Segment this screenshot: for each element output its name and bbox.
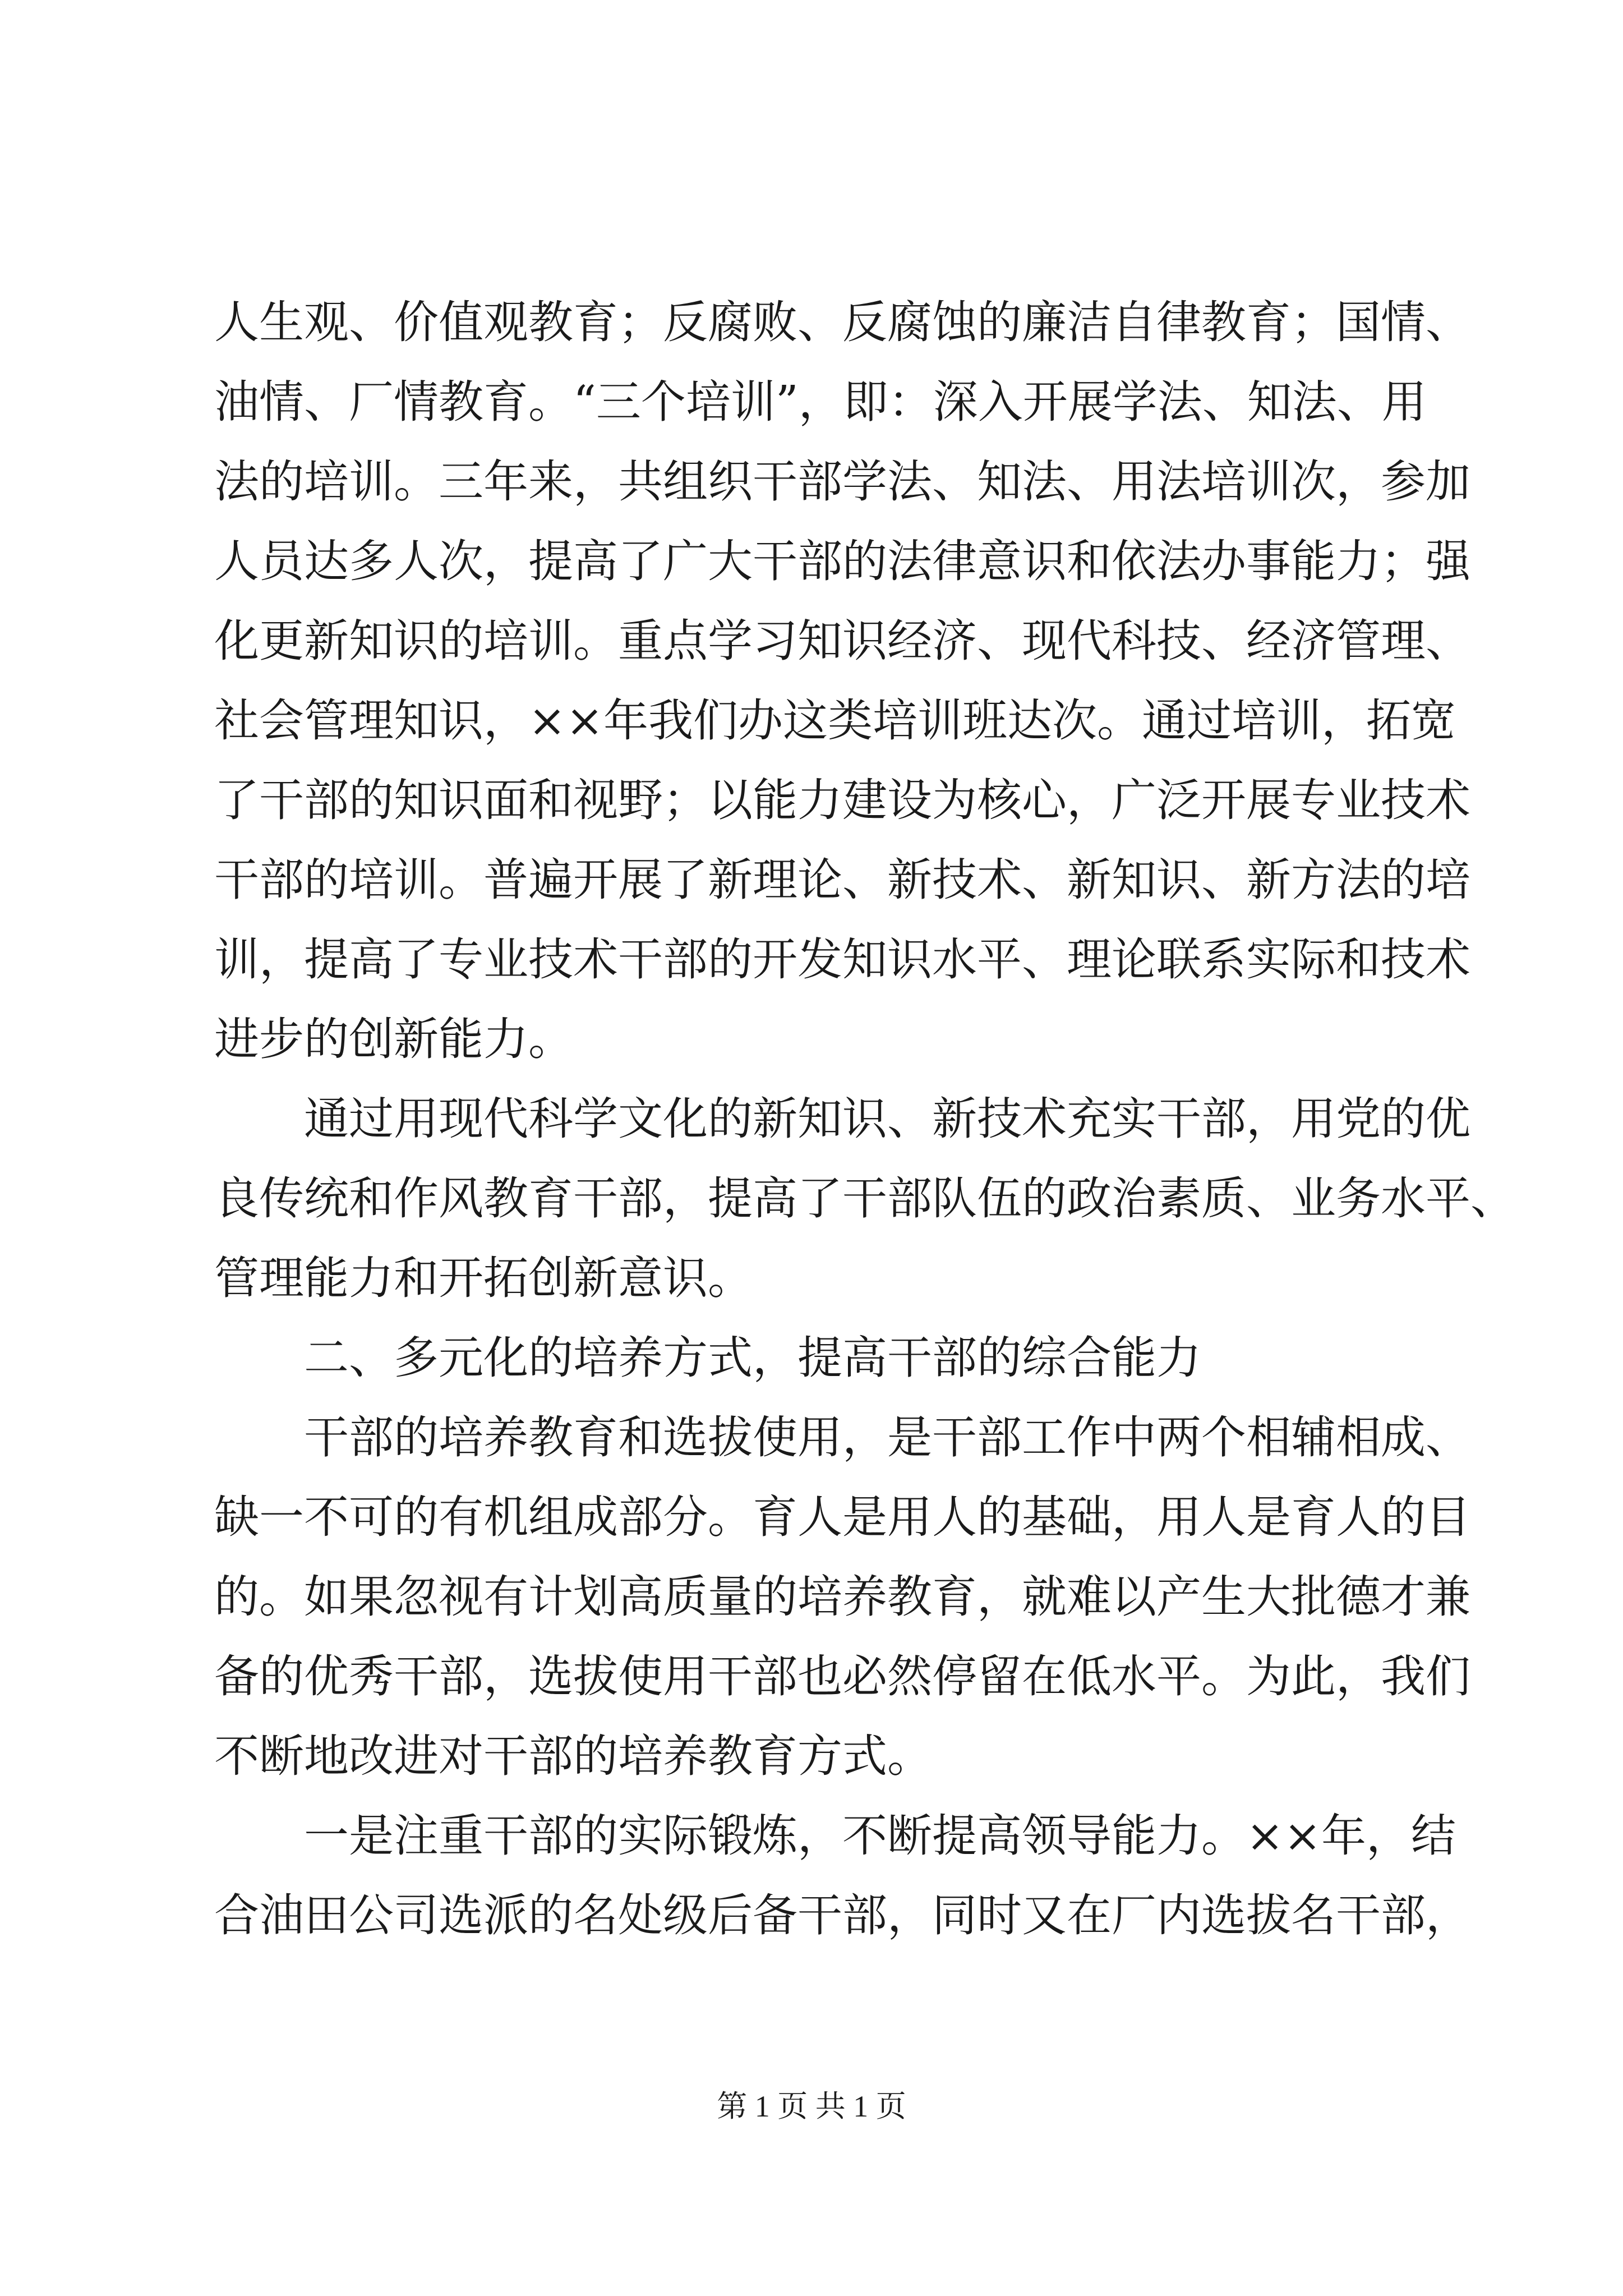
text-line: 通过用现代科学文化的新知识、新技术充实干部，用党的优 [214, 1093, 1470, 1145]
text-line: 一是注重干部的实际锻炼，不断提高领导能力。××年，结 [214, 1810, 1456, 1862]
text-line: 训，提高了专业技术干部的开发知识水平、理论联系实际和技术 [214, 933, 1470, 986]
text-line: 了干部的知识面和视野；以能力建设为核心，广泛开展专业技术 [214, 774, 1470, 826]
text-line: 法的培训。三年来，共组织干部学法、知法、用法培训次，参加 [214, 455, 1470, 508]
text-line: 管理能力和开拓创新意识。 [214, 1252, 753, 1304]
text-line: 良传统和作风教育干部，提高了干部队伍的政治素质、业务水平、 [214, 1172, 1515, 1225]
text-line: 人员达多人次，提高了广大干部的法律意识和依法办事能力；强 [214, 535, 1470, 587]
text-line: 合油田公司选派的名处级后备干部，同时又在厂内选拔名干部， [214, 1889, 1470, 1941]
text-line: 进步的创新能力。 [214, 1013, 573, 1065]
text-line: 化更新知识的培训。重点学习知识经济、现代科技、经济管理、 [214, 615, 1470, 667]
text-line: 社会管理知识，××年我们办这类培训班达次。通过培训，拓宽 [214, 694, 1456, 747]
text-line: 备的优秀干部，选拔使用干部也必然停留在低水平。为此，我们 [214, 1650, 1470, 1703]
text-line: 人生观、价值观教育；反腐败、反腐蚀的廉洁自律教育；国情、 [214, 296, 1470, 348]
section-heading: 二、多元化的培养方式，提高干部的综合能力 [214, 1332, 1201, 1384]
text-line: 的。如果忽视有计划高质量的培养教育，就难以产生大批德才兼 [214, 1571, 1470, 1623]
text-line: 干部的培养教育和选拔使用，是干部工作中两个相辅相成、 [214, 1411, 1470, 1464]
text-line: 油情、厂情教育。“三个培训”，即：深入开展学法、知法、用 [214, 376, 1427, 428]
page-number-footer: 第 1 页 共 1 页 [717, 2090, 906, 2123]
text-line: 缺一不可的有机组成部分。育人是用人的基础，用人是育人的目 [214, 1491, 1470, 1543]
text-line: 干部的培训。普遍开展了新理论、新技术、新知识、新方法的培 [214, 854, 1470, 906]
text-line: 不断地改进对干部的培养教育方式。 [214, 1730, 932, 1782]
